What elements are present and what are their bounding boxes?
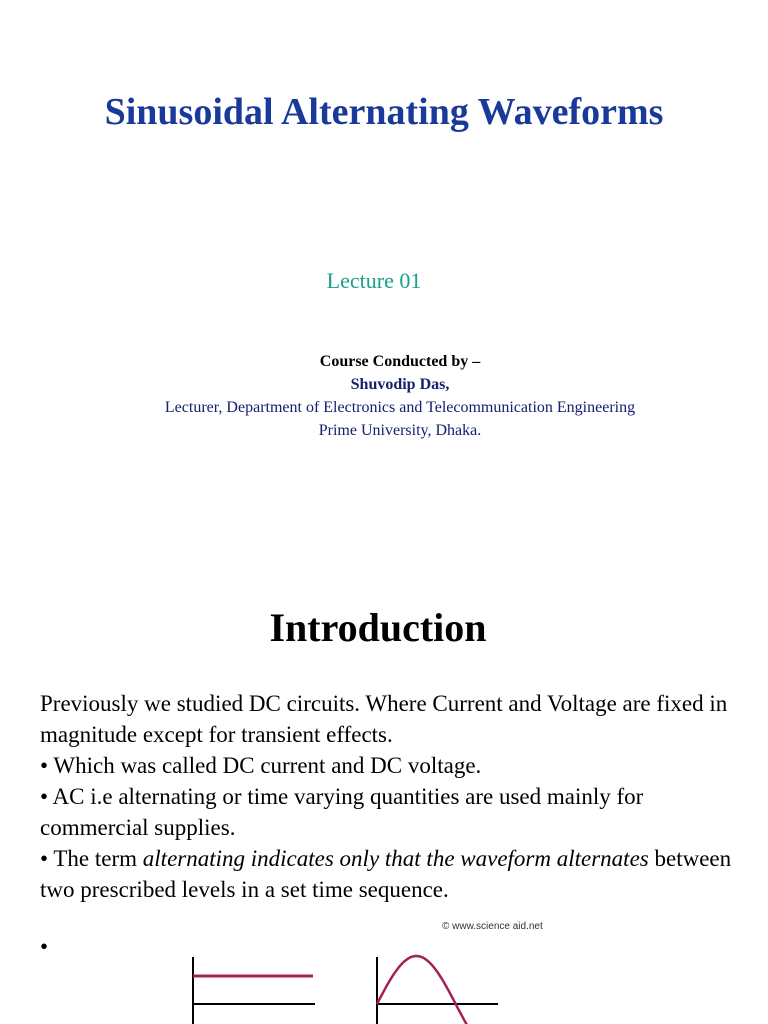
lecturer-position: Lecturer, Department of Electronics and Telecommunication Engineering (164, 399, 636, 416)
figure-credit: © www.science aid.net (442, 921, 543, 932)
institution-name: Prime University, Dhaka. (318, 422, 482, 439)
section-heading: Introduction (269, 605, 487, 650)
bullet-alternating-term (40, 843, 740, 905)
intro-body (40, 688, 740, 905)
credits-heading: Course Conducted by – (319, 353, 481, 370)
bullet-alternating-emphasis: alternating indicates only that the waveform alternates (142, 846, 649, 871)
bullet-dc-quantities: • Which was called DC current and DC voltage. (40, 753, 482, 778)
bullet-ac-supplies: • AC i.e alternating or time varying quantities are used mainly for commercial supplies. (40, 784, 644, 840)
waveform-figure (180, 930, 520, 1024)
ac-sine-trace (377, 956, 495, 1024)
slide-title: Sinusoidal Alternating Waveforms (104, 91, 664, 133)
lecturer-name: Shuvodip Das, (350, 376, 450, 393)
intro-paragraph: Previously we studied DC circuits. Where Current and Voltage are fixed in magnitude except for transient effects. (40, 691, 728, 747)
course-credits (0, 350, 768, 442)
lecture-label: Lecture 01 (326, 268, 422, 293)
bullet-alternating-end: between two prescribed levels in a set time sequence. (40, 846, 732, 902)
bullet-alternating-start: • The term (40, 846, 143, 871)
empty-bullet: • (40, 934, 49, 959)
